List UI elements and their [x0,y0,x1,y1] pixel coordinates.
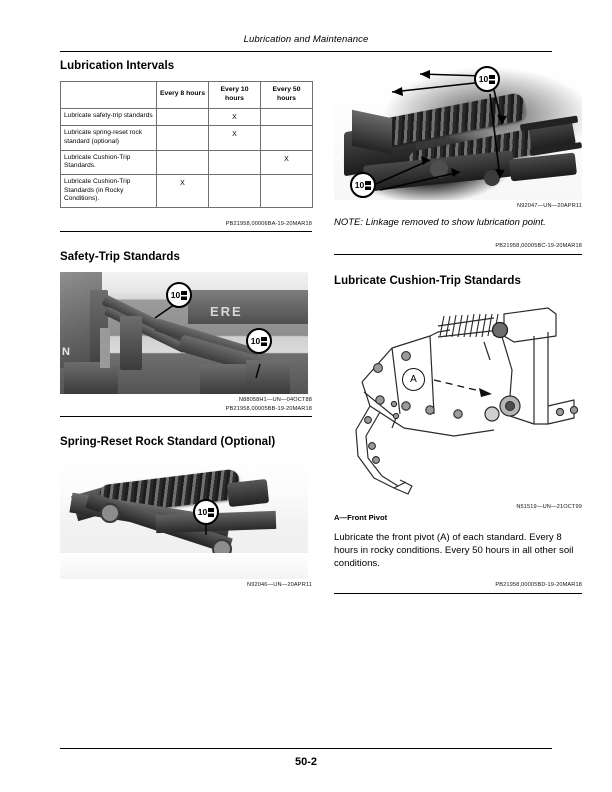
section-divider [60,231,312,232]
task-cell: Lubricate spring-reset rock standard (optional) [61,126,157,150]
callout-a-front-pivot [402,368,425,391]
column-header-every-10: Every 10 hours [209,82,261,109]
task-cell: Lubricate Cushion-Trip Standards (in Rocky Conditions). [61,174,157,207]
section-divider [334,593,582,594]
lubrication-intervals-heading: Lubrication Intervals [60,60,175,72]
mark-cell [157,108,209,125]
top-figure-caption-id: PB21958,00005BC-19-20MAR18 [495,243,582,250]
column-header-every-50: Every 50 hours [261,82,313,109]
safety-trip-caption-id: PB21958,00005BB-19-20MAR18 [225,405,312,412]
intervals-caption-id: PB21958,00006BA-19-20MAR18 [225,221,312,228]
lubrication-badge-10-hours [350,172,376,198]
grease-gun-icon [365,181,371,190]
mark-cell [261,126,313,150]
task-cell: Lubricate safety-trip standards [61,108,157,125]
grease-gun-icon [208,508,214,517]
table-row [61,150,313,174]
badge-number: 10 [354,179,365,190]
safety-trip-heading: Safety-Trip Standards [60,251,180,264]
table-row [61,174,313,207]
badge-number: 10 [478,73,489,84]
header-divider [60,51,552,52]
section-divider [334,254,582,255]
badge-number: 10 [197,507,208,518]
spring-reset-figure [60,457,318,579]
right-column [334,60,586,594]
mark-cell [157,150,209,174]
mark-cell [209,174,261,207]
cushion-trip-figure-id: N51519—UN—21OCT99 [516,503,582,510]
mark-cell [209,150,261,174]
cushion-trip-linkage-figure [334,60,586,200]
table-header-row [61,82,313,109]
legend-front-pivot: A—Front Pivot [334,512,388,522]
footer-divider [60,748,552,749]
table-corner-cell [61,82,157,109]
lubrication-intervals-table [60,81,313,208]
lubrication-badge-10-hours [474,66,500,92]
mark-cell: X [157,174,209,207]
mark-cell [157,126,209,150]
cushion-trip-caption-id: PB21958,00005BD-19-20MAR18 [495,582,582,589]
task-cell: Lubricate Cushion-Trip Standards. [61,150,157,174]
safety-trip-photo: ERE N 10 10 [60,272,308,394]
mark-cell: X [209,108,261,125]
grease-gun-icon [489,75,495,84]
section-divider [60,416,312,417]
cushion-trip-body-text: Lubricate the front pivot (A) of each standard. Every 8 hours in rocky conditions. Every 50 hours in all other soil conditions. [334,531,574,570]
safety-trip-figure [60,272,318,394]
left-column [60,60,318,590]
spring-reset-photo [60,457,308,579]
table-row [61,126,313,150]
safety-trip-figure-id: N88058H1—UN—04OCT88 [238,397,312,404]
mark-cell: X [209,126,261,150]
badge-number: 10 [170,290,181,301]
cushion-trip-linkage-photo [334,60,582,200]
cushion-trip-heading: Lubricate Cushion-Trip Standards [334,274,521,287]
page-number: 50-2 [294,756,318,768]
grease-gun-icon [181,291,187,300]
top-figure-id: N92047—UN—20APR11 [517,203,582,209]
spring-reset-heading: Spring-Reset Rock Standard (Optional) [60,436,276,449]
callout-a-label: A [410,373,417,385]
column-header-every-8: Every 8 hours [157,82,209,109]
mark-cell: X [261,150,313,174]
spring-reset-figure-id: N92046—UN—20APR11 [247,582,312,589]
table-row [61,108,313,125]
mark-cell [261,174,313,207]
lubrication-badge-10-hours [246,328,272,354]
cushion-trip-diagram [334,296,582,501]
running-header: Lubrication and Maintenance [243,34,369,45]
grease-gun-icon [261,337,267,346]
lubrication-note: NOTE: Linkage removed to show lubrication point. [334,217,546,229]
cushion-trip-diagram-figure [334,296,586,501]
badge-number: 10 [250,336,261,347]
mark-cell [261,108,313,125]
